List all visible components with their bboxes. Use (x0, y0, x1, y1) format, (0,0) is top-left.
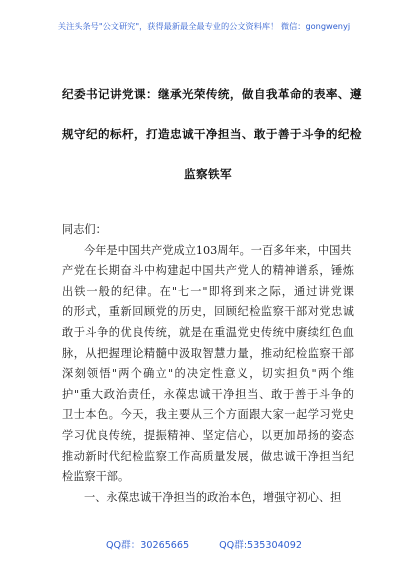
body-line: 脉，从把握理论精髓中汲取智慧力量，推动纪检监察干部 (62, 346, 354, 360)
body-line: 学习优良传统，提振精神、坚定信心，以更加昂扬的姿态 (62, 428, 354, 442)
header-banner: 关注头条号"公文研究"，获得最新最全最专业的公文资料库！ 微信：gongwenyj (57, 21, 351, 31)
document-title (62, 74, 362, 194)
body-line: 的形式，重新回顾党的历史，回顾纪检监察干部对党忠诚 (62, 305, 354, 319)
footer-qq-group-2: QQ群:535304092 (219, 540, 302, 551)
body-line: 护"重大政治责任，永葆忠诚干净担当、敢于善于斗争的 (62, 387, 354, 401)
title-line: 监察铁军 (184, 167, 232, 181)
title-line: 纪委书记讲党课：继承光荣传统，做自我革命的表率、遵 (62, 87, 362, 101)
body-line: 深刻领悟"两个确立"的决定性意义，切实担负"两个维 (62, 367, 354, 381)
body-line: 产党在长期奋斗中构建起中国共产党人的精神谱系，锤炼 (62, 264, 354, 278)
salutation: 同志们： (62, 223, 107, 236)
footer-banner (0, 537, 408, 551)
document-body (62, 220, 354, 508)
body-line: 卫士本色。今天，我主要从三个方面跟大家一起学习党史 (62, 408, 354, 422)
body-line: 今年是中国共产党成立103周年。一百多年来，中国共 (84, 243, 352, 257)
title-line: 规守纪的标杆，打造忠诚干净担当、敢于善于斗争的纪检 (62, 127, 362, 141)
section-heading: 一、永葆忠诚干净担当的政治本色，增强守初心、担 (84, 490, 342, 504)
body-line: 推动新时代纪检监察工作高质量发展，做忠诚干净担当纪 (62, 449, 354, 463)
footer-qq-group-1: QQ群：30265665 (106, 540, 190, 551)
body-line: 出铁一般的纪律。在"七一"即将到来之际，通过讲党课 (62, 284, 354, 298)
body-line: 检监察干部。 (62, 470, 130, 484)
body-line: 敢于斗争的优良传统，就是在重温党史传统中赓续红色血 (62, 325, 354, 339)
